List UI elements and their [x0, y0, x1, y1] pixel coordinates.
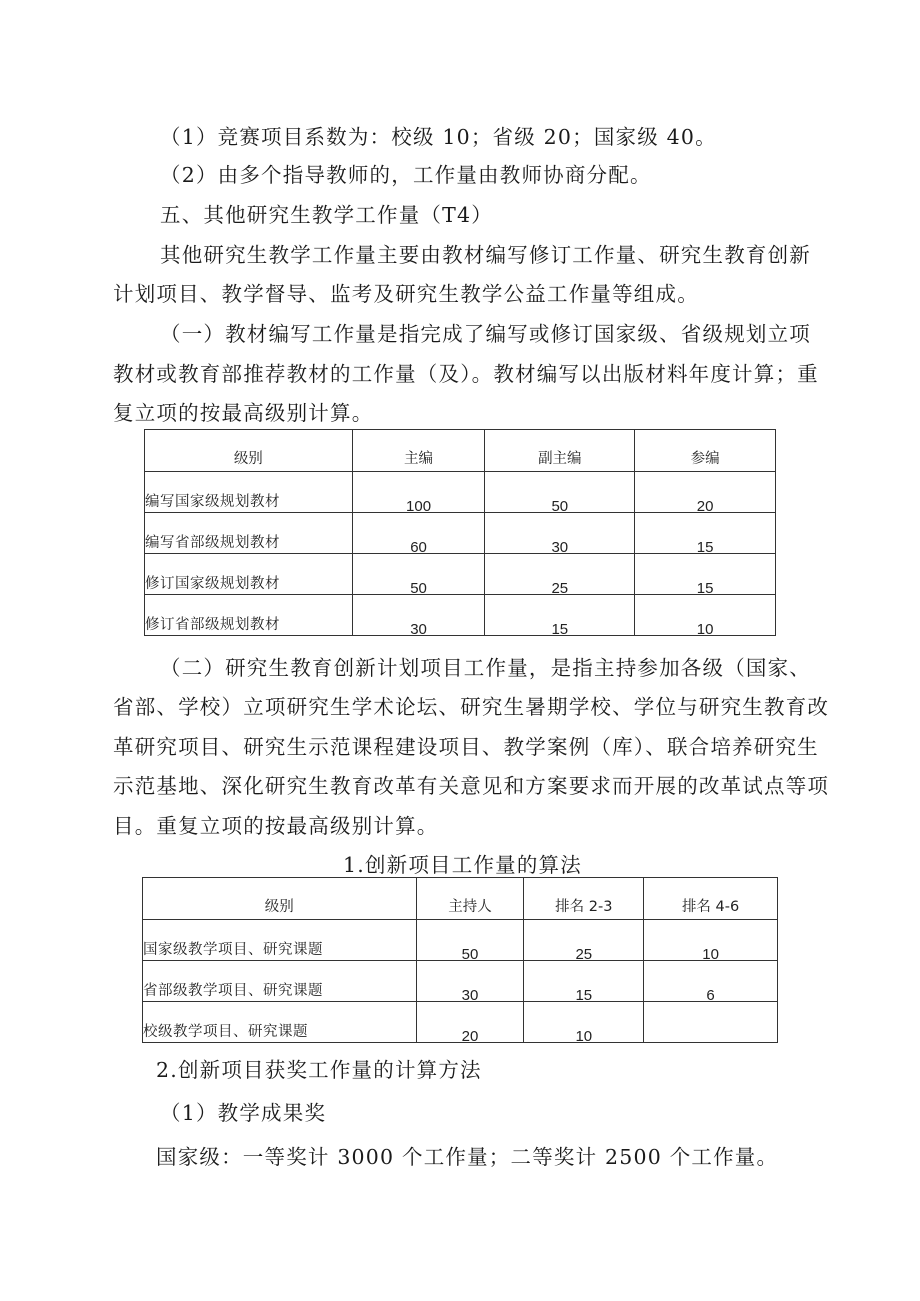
- paragraph-innovation-line2: 省部、学校）立项研究生学术论坛、研究生暑期学校、学位与研究生教育改: [113, 695, 830, 719]
- cell-value: 25: [485, 554, 635, 595]
- table-row: [145, 554, 776, 595]
- textbook-workload-table: [144, 429, 776, 636]
- header-level: 级别: [143, 878, 417, 920]
- cell-value: 30: [416, 961, 524, 1002]
- table-row: [145, 595, 776, 636]
- row-level: 编写省部级规划教材: [145, 513, 353, 554]
- cell-value: 10: [635, 595, 776, 636]
- row-level: 修订国家级规划教材: [145, 554, 353, 595]
- cell-value: 100: [352, 472, 485, 513]
- innovation-project-table: [142, 877, 778, 1043]
- cell-value: 15: [635, 513, 776, 554]
- paragraph-textbook-line3: 复立项的按最高级别计算。: [113, 401, 374, 425]
- paragraph-innovation-line1: （二）研究生教育创新计划项目工作量，是指主持参加各级（国家、: [160, 656, 811, 680]
- paragraph-multiple-advisors: （2）由多个指导教师的，工作量由教师协商分配。: [160, 163, 652, 187]
- cell-value: 6: [644, 961, 778, 1002]
- table-row: [143, 920, 778, 961]
- subheading-text: 1.创新项目工作量的算法: [343, 853, 582, 877]
- cell-value: 50: [352, 554, 485, 595]
- table-row: [145, 513, 776, 554]
- table-row: [143, 1002, 778, 1043]
- header-rank-4-6: 排名 4-6: [644, 878, 778, 920]
- cell-value: 10: [524, 1002, 644, 1043]
- row-level: 国家级教学项目、研究课题: [143, 920, 417, 961]
- header-chief-editor: 主编: [352, 430, 485, 472]
- cell-value: 30: [485, 513, 635, 554]
- cell-value: 15: [485, 595, 635, 636]
- cell-value: 15: [635, 554, 776, 595]
- cell-value: 25: [524, 920, 644, 961]
- paragraph-t4-intro-line1: 其他研究生教学工作量主要由教材编写修订工作量、研究生教育创新: [160, 243, 811, 267]
- table-row: [143, 961, 778, 1002]
- paragraph-innovation-line5: 目。重复立项的按最高级别计算。: [113, 814, 439, 838]
- row-level: 校级教学项目、研究课题: [143, 1002, 417, 1043]
- subheading-text: 2.创新项目获奖工作量的计算方法: [156, 1058, 482, 1082]
- paragraph-competition-coefficient: （1）竞赛项目系数为：校级 10；省级 20；国家级 40。: [160, 125, 717, 149]
- table-header-row: [145, 430, 776, 472]
- subheading-innovation-calculation: [343, 852, 582, 878]
- row-level: 修订省部级规划教材: [145, 595, 353, 636]
- cell-value: 60: [352, 513, 485, 554]
- cell-value: 50: [485, 472, 635, 513]
- cell-value: 20: [416, 1002, 524, 1043]
- header-rank-2-3: 排名 2-3: [524, 878, 644, 920]
- paragraph-textbook-line1: （一）教材编写工作量是指完成了编写或修订国家级、省级规划立项: [160, 322, 811, 346]
- table-header-row: [143, 878, 778, 920]
- row-level: 编写国家级规划教材: [145, 472, 353, 513]
- cell-value: 15: [524, 961, 644, 1002]
- cell-value: 50: [416, 920, 524, 961]
- header-contributor: 参编: [635, 430, 776, 472]
- paragraph-textbook-line2: 教材或教育部推荐教材的工作量（及）。教材编写以出版材料年度计算；重: [113, 362, 819, 386]
- paragraph-innovation-line4: 示范基地、深化研究生教育改革有关意见和方案要求而开展的改革试点等项: [113, 774, 830, 798]
- cell-value: 10: [644, 920, 778, 961]
- header-principal: 主持人: [416, 878, 524, 920]
- cell-value: [644, 1002, 778, 1043]
- row-level: 省部级教学项目、研究课题: [143, 961, 417, 1002]
- cell-value: 20: [635, 472, 776, 513]
- paragraph-t4-intro-line2: 计划项目、教学督导、监考及研究生教学公益工作量等组成。: [113, 282, 699, 306]
- section-heading-t4: 五、其他研究生教学工作量（T4）: [160, 203, 493, 227]
- header-level: 级别: [145, 430, 353, 472]
- paragraph-teaching-achievement-award: （1）教学成果奖: [160, 1101, 327, 1125]
- table-row: [145, 472, 776, 513]
- subheading-award-calculation: [156, 1057, 482, 1083]
- paragraph-innovation-line3: 革研究项目、研究生示范课程建设项目、教学案例（库）、联合培养研究生: [113, 735, 819, 759]
- paragraph-national-award-workload: 国家级：一等奖计 3000 个工作量；二等奖计 2500 个工作量。: [156, 1145, 779, 1169]
- header-deputy-editor: 副主编: [485, 430, 635, 472]
- cell-value: 30: [352, 595, 485, 636]
